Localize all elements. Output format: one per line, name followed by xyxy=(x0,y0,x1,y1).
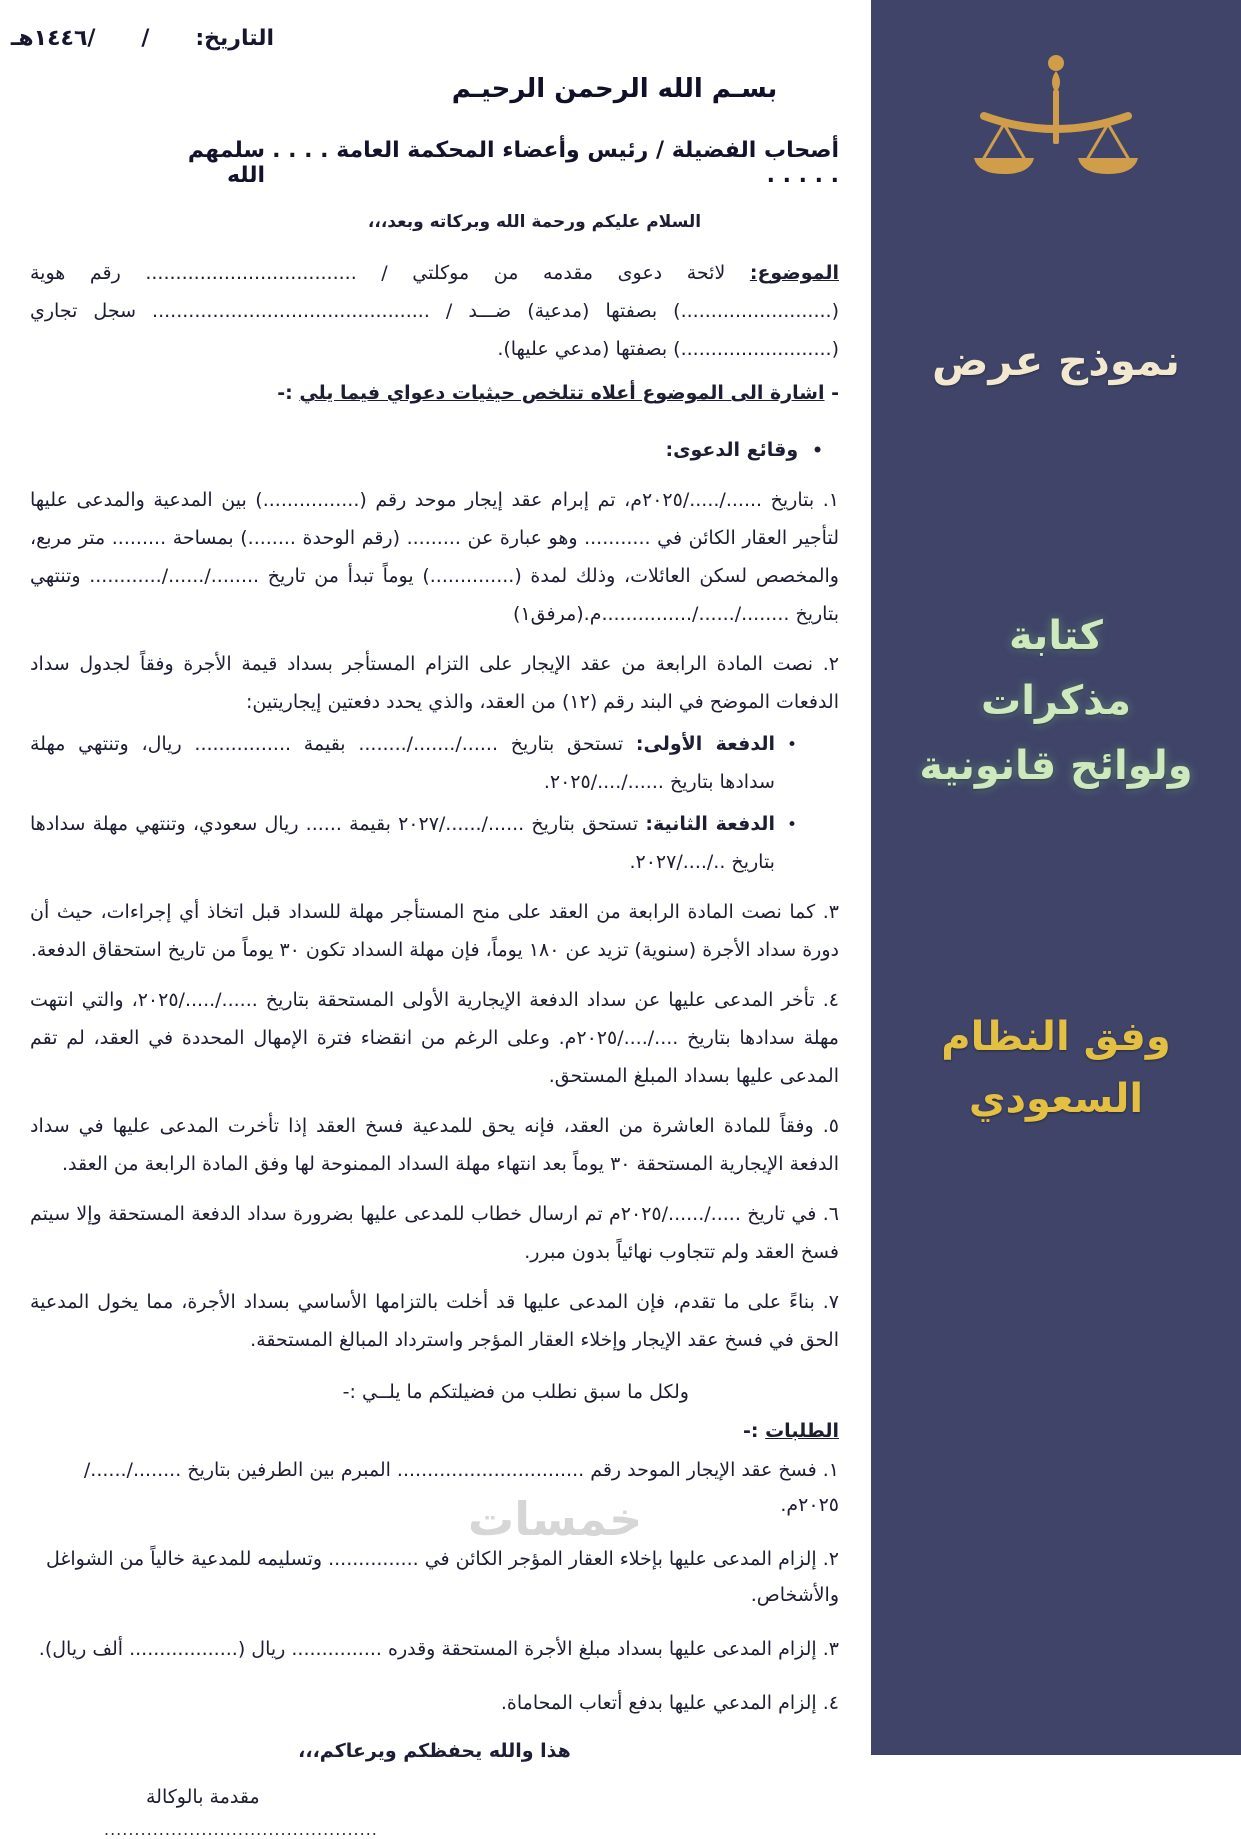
fact-item-6: ٦. في تاريخ ...../....../٢٠٢٥م تم ارسال خطاب للمدعى عليها بضرورة سداد الدفعة المستحقة وإلا سيتم فسخ العقد ولم تتجاوب نهائياً بدون مبرر. xyxy=(30,1203,839,1263)
requests-heading-suffix: :- xyxy=(742,1420,766,1442)
sidebar-title: نموذج عرض xyxy=(931,336,1181,385)
reference-line xyxy=(30,374,839,412)
greeting-line: السلام عليكم ورحمة الله وبركاته وبعد،،، xyxy=(367,212,702,232)
request-item-3: ٣. إلزام المدعى عليها بسداد مبلغ الأجرة المستحقة وقدره ............... ريال (.................. ألف ريال). xyxy=(38,1637,839,1660)
sidebar-service-line-3: ولوائح قانونية xyxy=(919,742,1193,789)
fact-item-7: ٧. بناءً على ما تقدم، فإن المدعى عليها قد أخلت بالتزامها الأساسي بسداد الأجرة، مما يخول المدعية الحق في فسخ عقد الإيجار وإخلاء العقار المؤجر واسترداد المبالغ المستحقة. xyxy=(30,1291,839,1351)
closing-line: هذا والله يحفظكم ويرعاكم،،، xyxy=(298,1739,571,1762)
signature-label: مقدمة بالوكالة xyxy=(146,1785,260,1808)
payment-item-2 xyxy=(30,805,839,881)
facts-heading xyxy=(30,431,839,469)
bullet-icon: • xyxy=(812,441,823,461)
subject-paragraph xyxy=(30,254,839,368)
fact-item-5: ٥. وفقاً للمادة العاشرة من العقد، فإنه يحق للمدعية فسخ العقد إذا تأخرت المدعى عليها في سداد الدفعة الإيجارية المستحقة ٣٠ يوماً بعد انتهاء مهلة السداد الممنوحة لها وفق المادة الرابعة من العقد. xyxy=(30,1115,839,1175)
bullet-icon: • xyxy=(786,815,797,835)
fact-item-1: ١. بتاريخ ....../...../٢٠٢٥م، تم إبرام عقد إيجار موحد رقم (................) بين المدعية والمدعى عليها لتأجير العقار الكائن في ........... وهو عبارة عن ......... (رقم الوحدة ........) بمساحة ......... متر مربع، والمخصص لسكن العائلات، وذلك لمدة (..............) يوماً تبدأ من تاريخ ......../....../............ وتنتهي بتاريخ ......../....../...............م.(مرفق١) xyxy=(30,489,839,625)
date-field: التاريخ: / /١٤٤٦هـ xyxy=(10,26,274,51)
payment-1-text xyxy=(30,725,775,801)
reference-text: اشارة الى الموضوع أعلاه تتلخص حيثيات دعواي فيما يلي xyxy=(299,382,825,404)
requests-heading xyxy=(30,1413,839,1449)
signature-line: ............................................. xyxy=(104,1819,378,1839)
sidebar-footer xyxy=(871,1006,1241,1130)
request-item-2: ٢. إلزام المدعى عليها بإخلاء العقار المؤجر الكائن في ............... وتسليمه للمدعية خالياً من الشواغل والأشخاص. xyxy=(46,1548,839,1606)
payment-2-body: تستحق بتاريخ ....../....../٢٠٢٧ بقيمة ...... ريال سعودي، وتنتهي مهلة سدادها بتاريخ ../..../٢٠٢٧. xyxy=(30,813,775,873)
reference-prefix: - xyxy=(824,382,839,404)
sidebar-footer-line-1: وفق النظام xyxy=(941,1014,1171,1060)
payment-1-body: تستحق بتاريخ ....../......./........ بقيمة ................ ريال، وتنتهي مهلة سدادها بتاريخ ....../..../٢٠٢٥. xyxy=(30,733,775,793)
bullet-icon: • xyxy=(786,735,797,755)
addressee-text: أصحاب الفضيلة / رئيس وأعضاء المحكمة العامة . . . . . . . . . xyxy=(272,138,839,188)
sidebar-service-line-1: كتابة xyxy=(1009,613,1103,659)
sidebar xyxy=(871,0,1241,1755)
reference-suffix: :- xyxy=(277,382,300,404)
request-item-4: ٤. إلزام المدعي عليها بدفع أتعاب المحاماة. xyxy=(500,1691,839,1714)
fact-item-3: ٣. كما نصت المادة الرابعة من العقد على منح المستأجر مهلة للسداد قبل اتخاذ أي إجراءات، حيث أن دورة سداد الأجرة (سنوية) تزيد عن ١٨٠ يوماً، فإن مهلة السداد تكون ٣٠ يوماً من تاريخ استحقاق الدفعة. xyxy=(30,901,839,961)
payment-1-label: الدفعة الأولى: xyxy=(635,733,775,755)
bismillah: بسـم الله الرحمن الرحيـم xyxy=(451,74,778,104)
payment-2-label: الدفعة الثانية: xyxy=(645,813,775,835)
requests-heading-label: الطلبات xyxy=(765,1420,839,1442)
addressee-line xyxy=(30,138,839,188)
request-item-1: ١. فسخ عقد الإيجار الموحد رقم ............................... المبرم بين الطرفين بتاريخ ......../....../٢٠٢٥م. xyxy=(83,1459,839,1517)
sidebar-service-line-2: مذكرات xyxy=(981,677,1131,724)
addressee-salutation: سلمهم الله xyxy=(187,138,266,188)
fact-item-2: ٢. نصت المادة الرابعة من عقد الإيجار على التزام المستأجر بسداد قيمة الأجرة وفقاً لجدول سداد الدفعات الموضح في البند رقم (١٢) من العقد، والذي يحدد دفعتين إيجاريتين: xyxy=(30,653,839,713)
fact-item-4: ٤. تأخر المدعى عليها عن سداد الدفعة الإيجارية الأولى المستحقة بتاريخ ....../...../٢٠٢٥، والتي انتهت مهلة سدادها بتاريخ ..../..../٢٠٢٥م. وعلى الرغم من انقضاء فترة الإمهال المحددة في العقد، لم تقم المدعى عليها بسداد المبلغ المستحق. xyxy=(30,989,839,1087)
subject-label: الموضوع: xyxy=(749,262,839,284)
subject-text: لائحة دعوى مقدمه من موكلتي / ................................... رقم هوية (.........................) بصفتها (مدعية) ضـــد / .............................................. سجل تجاري (.........................) بصفتها (مدعي عليها). xyxy=(30,262,839,360)
scales-of-justice-icon xyxy=(964,50,1148,194)
payment-2-text xyxy=(30,805,775,881)
requests-lead-in: ولكل ما سبق نطلب من فضيلتكم ما يلــي :- xyxy=(342,1381,689,1403)
sidebar-footer-line-2: السعودي xyxy=(968,1076,1144,1122)
payment-item-1 xyxy=(30,725,839,801)
khamsat-watermark: خمسات xyxy=(468,1492,643,1546)
facts-heading-label: وقائع الدعوى: xyxy=(665,439,799,461)
sidebar-services xyxy=(871,604,1241,798)
